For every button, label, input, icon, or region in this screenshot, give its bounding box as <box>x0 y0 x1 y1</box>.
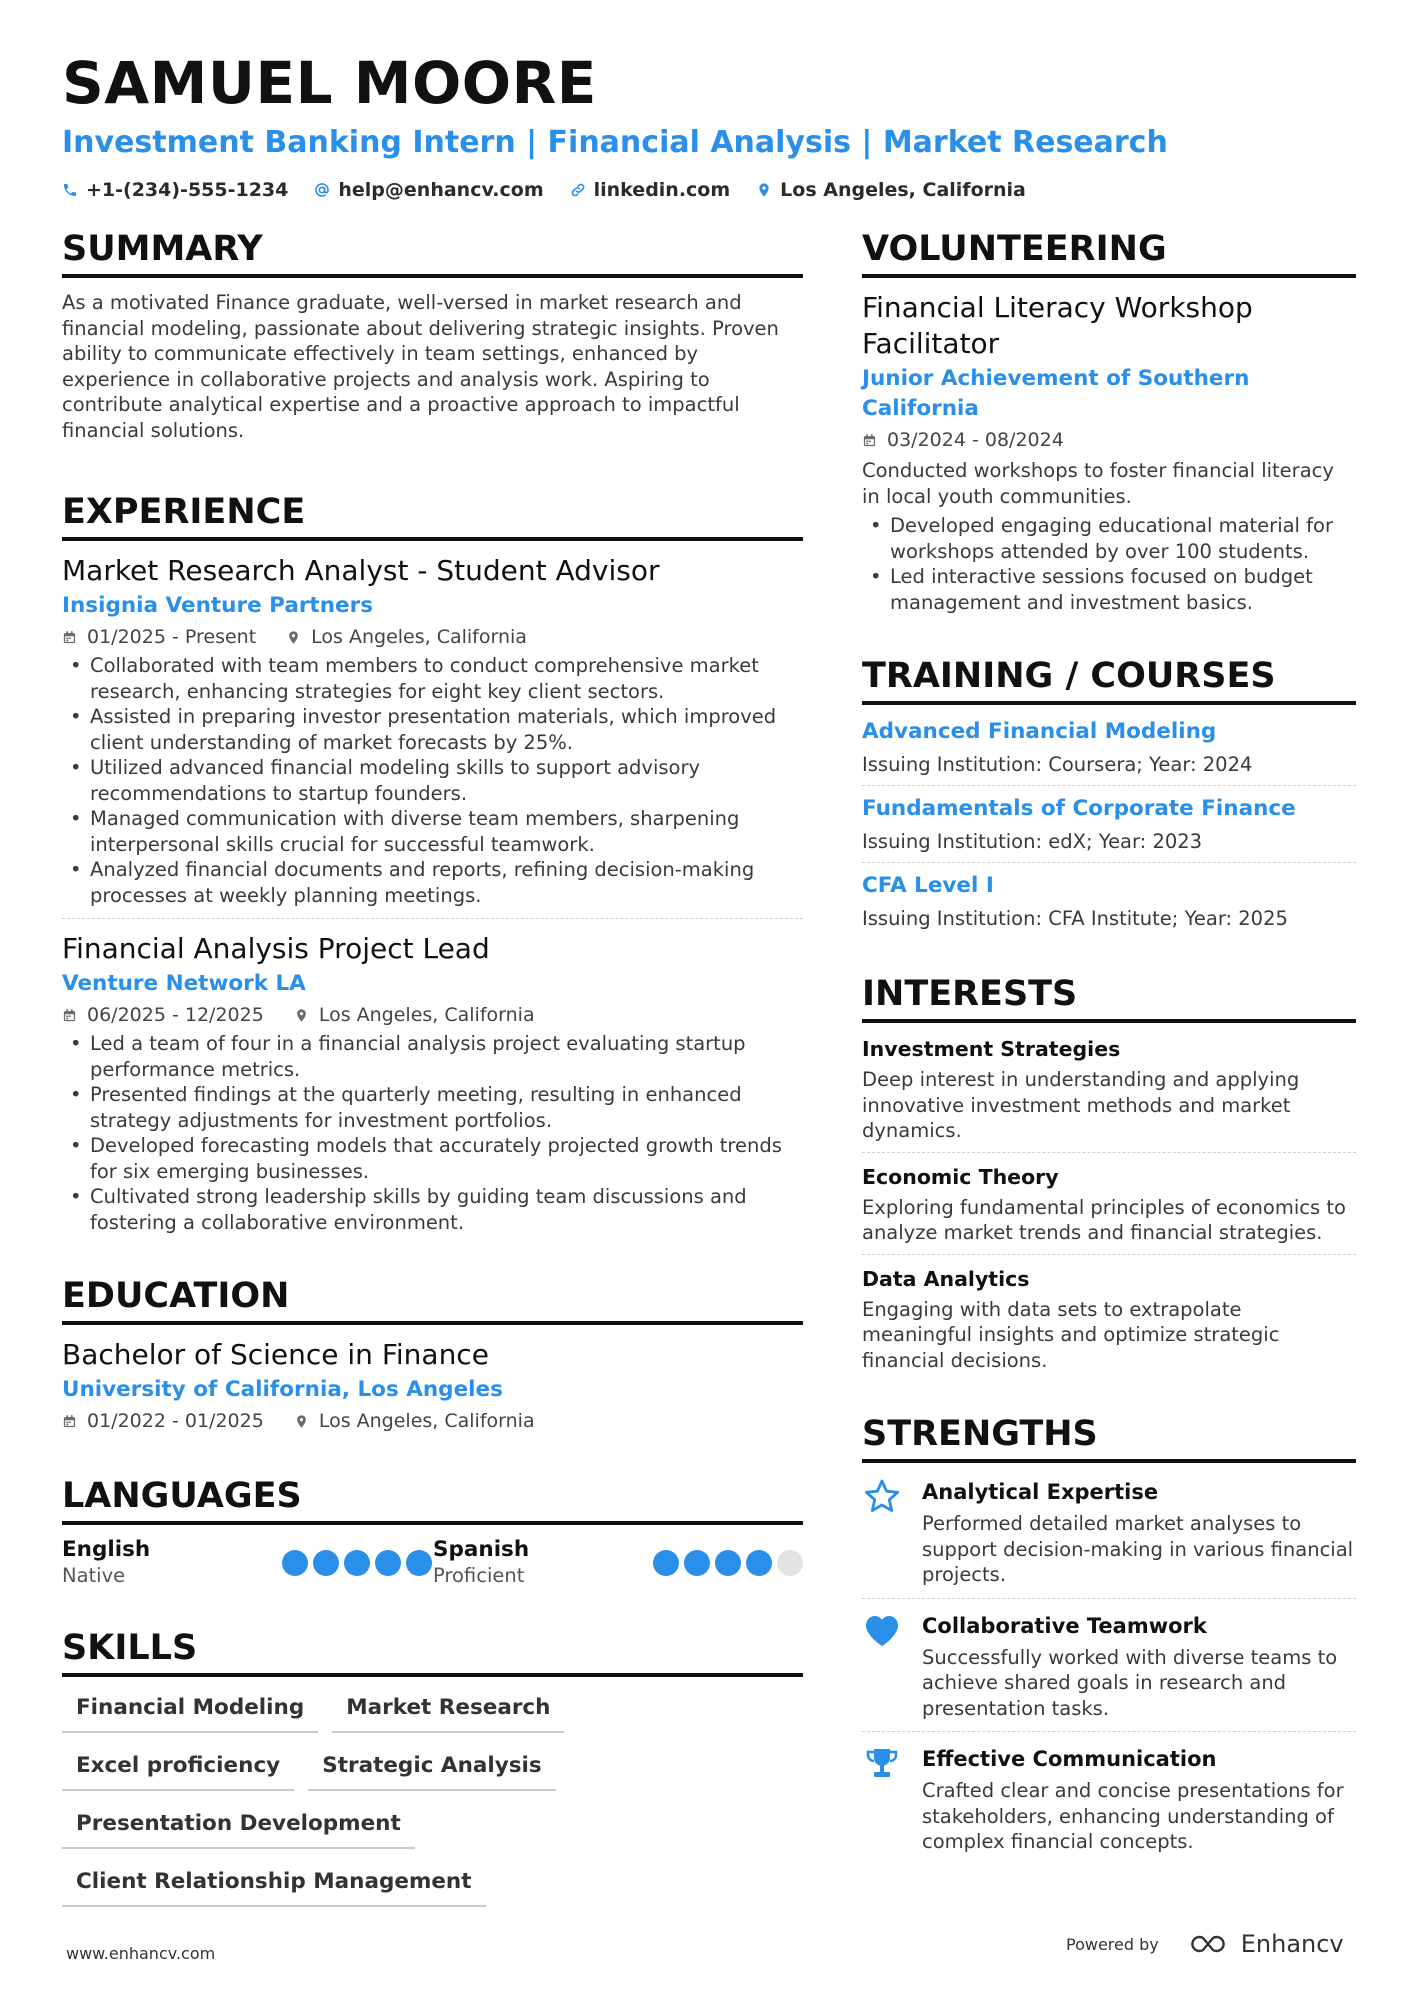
at-icon <box>314 182 330 198</box>
course-description: Issuing Institution: Coursera; Year: 2024 <box>862 753 1253 776</box>
bullet-item: • Led a team of four in a financial analysis project evaluating startup performance metrics. <box>62 1031 803 1082</box>
languages-row <box>62 1537 803 1589</box>
interest-description: Deep interest in understanding and applying innovative investment methods and market dynamics. <box>862 1068 1300 1142</box>
powered-by-label: Powered by <box>1066 1934 1159 1954</box>
job-location-text: Los Angeles, California <box>311 626 527 648</box>
rating-dot <box>375 1550 401 1576</box>
entry-divider <box>862 1731 1356 1732</box>
footer-website[interactable]: www.enhancv.com <box>66 1944 216 1963</box>
location-pin-icon <box>286 630 301 645</box>
strength-description: Performed detailed market analyses to support decision-making in various financial projects. <box>922 1512 1354 1586</box>
education-meta <box>62 1407 803 1435</box>
rating-dot <box>777 1550 803 1576</box>
language-info <box>62 1537 150 1589</box>
language-item <box>62 1537 432 1589</box>
languages-section <box>62 1475 803 1589</box>
language-rating <box>648 1550 803 1576</box>
summary-text: As a motivated Finance graduate, well-versed in market research and financial modeling, passionate about delivering strategic insights. Proven ability to communicate effectively in team settings, enhanced by experience in collaborative projects and analysis work. Aspiring to contribute analytical expertise and a proactive approach to impactful financial solutions. <box>62 291 779 442</box>
bullet-item: • Developed forecasting models that accurately projected growth trends for six emerging businesses. <box>62 1133 803 1184</box>
strength-item <box>862 1744 1356 1855</box>
contact-location <box>756 176 1026 204</box>
bullet-item: • Utilized advanced financial modeling skills to support advisory recommendations to startup founders. <box>62 755 803 806</box>
interests-heading: INTERESTS <box>862 973 1356 1023</box>
candidate-tagline: Investment Banking Intern | Financial Analysis | Market Research <box>62 125 1168 160</box>
job-location <box>294 1001 535 1029</box>
strength-title: Effective Communication <box>922 1747 1217 1771</box>
volunteer-description: Conducted workshops to foster financial literacy in local youth communities. <box>862 459 1334 508</box>
education-dates <box>62 1407 264 1435</box>
contact-phone[interactable] <box>62 176 288 204</box>
bullet-item: • Cultivated strong leadership skills by guiding team discussions and fostering a collaborative environment. <box>62 1184 803 1235</box>
course-item <box>862 794 1356 856</box>
volunteering-heading: VOLUNTEERING <box>862 228 1356 278</box>
job-location-text: Los Angeles, California <box>318 1004 535 1026</box>
brand-name[interactable]: Enhancv <box>1240 1930 1344 1958</box>
education-heading: EDUCATION <box>62 1275 803 1325</box>
strength-title: Analytical Expertise <box>922 1480 1159 1504</box>
strength-content <box>922 1744 1356 1855</box>
job-bullets <box>62 1031 803 1235</box>
phone-text: +1-(234)-555-1234 <box>86 179 289 201</box>
strength-content <box>922 1611 1356 1722</box>
rating-dot <box>684 1550 710 1576</box>
job-meta <box>62 1001 803 1029</box>
link-icon <box>570 182 586 198</box>
job-title: Market Research Analyst - Student Advisor <box>62 554 660 587</box>
language-item <box>433 1537 803 1589</box>
experience-entry <box>62 553 803 908</box>
company-name: Insignia Venture Partners <box>62 593 373 618</box>
skills-heading: SKILLS <box>62 1627 803 1677</box>
strength-description: Crafted clear and concise presentations for stakeholders, enhancing understanding of complex financial concepts. <box>922 1779 1344 1853</box>
rating-dot <box>715 1550 741 1576</box>
strength-item <box>862 1477 1356 1588</box>
entry-divider <box>862 1152 1356 1153</box>
training-heading: TRAINING / COURSES <box>862 655 1356 705</box>
job-dates-text: 06/2025 - 12/2025 <box>87 1004 264 1026</box>
calendar-icon <box>862 433 877 448</box>
job-dates-text: 01/2025 - Present <box>87 626 257 648</box>
summary-heading: SUMMARY <box>62 228 803 278</box>
interest-title: Economic Theory <box>862 1164 1059 1189</box>
volunteer-bullets <box>862 513 1356 615</box>
bullet-item: • Led interactive sessions focused on budget management and investment basics. <box>862 564 1356 615</box>
volunteer-role: Financial Literacy Workshop Facilitator <box>862 291 1253 360</box>
volunteer-dates-text: 03/2024 - 08/2024 <box>887 429 1064 451</box>
bullet-item: • Assisted in preparing investor presentation materials, which improved client understanding of market forecasts by 25%. <box>62 704 803 755</box>
contact-linkedin[interactable] <box>570 176 731 204</box>
training-section <box>862 655 1356 933</box>
entry-divider <box>62 918 803 919</box>
bullet-item: • Collaborated with team members to conduct comprehensive market research, enhancing strategies for eight key client sectors. <box>62 653 803 704</box>
location-pin-icon <box>294 1008 309 1023</box>
skill-tag: Strategic Analysis <box>308 1745 556 1791</box>
interests-section <box>862 973 1356 1373</box>
bullet-item: • Presented findings at the quarterly meeting, resulting in enhanced strategy adjustments for investment portfolios. <box>62 1082 803 1133</box>
language-name: Spanish <box>433 1537 530 1562</box>
rating-dot <box>653 1550 679 1576</box>
language-name: English <box>62 1537 151 1562</box>
job-dates <box>62 1001 264 1029</box>
phone-icon <box>62 182 78 198</box>
interest-item <box>862 1265 1356 1374</box>
strength-title: Collaborative Teamwork <box>922 1613 1207 1638</box>
star-icon <box>862 1477 902 1517</box>
education-location <box>294 1407 535 1435</box>
strengths-heading: STRENGTHS <box>862 1413 1356 1463</box>
entry-divider <box>862 1598 1356 1599</box>
candidate-name: SAMUEL MOORE <box>62 49 597 117</box>
bullet-item: • Analyzed financial documents and reports, refining decision-making processes at weekly planning meetings. <box>62 857 803 908</box>
education-dates-text: 01/2022 - 01/2025 <box>87 1410 264 1432</box>
strength-item <box>862 1611 1356 1722</box>
job-dates <box>62 623 256 651</box>
footer-branding <box>1066 1930 1344 1958</box>
strength-content <box>922 1477 1356 1588</box>
calendar-icon <box>62 630 77 645</box>
location-pin-icon <box>294 1414 309 1429</box>
experience-entry <box>62 931 803 1235</box>
job-title: Financial Analysis Project Lead <box>62 932 490 965</box>
interest-description: Exploring fundamental principles of economics to analyze market trends and financial strategies. <box>862 1195 1346 1244</box>
bullet-item: • Managed communication with diverse team members, sharpening interpersonal skills crucial for successful teamwork. <box>62 806 803 857</box>
rating-dot <box>746 1550 772 1576</box>
company-name: Venture Network LA <box>62 971 306 996</box>
linkedin-text: linkedin.com <box>593 179 731 201</box>
job-location <box>286 623 527 651</box>
strengths-section <box>862 1413 1356 1855</box>
interest-title: Investment Strategies <box>862 1037 1121 1061</box>
heart-icon <box>862 1611 902 1651</box>
skill-tag: Financial Modeling <box>62 1687 318 1733</box>
contact-email[interactable] <box>314 176 543 204</box>
rating-dot <box>313 1550 339 1576</box>
email-text: help@enhancv.com <box>338 179 544 201</box>
education-location-text: Los Angeles, California <box>318 1410 535 1432</box>
strength-description: Successfully worked with diverse teams to achieve shared goals in research and presentation tasks. <box>922 1645 1338 1720</box>
rating-dot <box>344 1550 370 1576</box>
location-text: Los Angeles, California <box>780 179 1026 201</box>
course-title: Fundamentals of Corporate Finance <box>862 796 1296 821</box>
rating-dot <box>406 1550 432 1576</box>
skill-tag: Excel proficiency <box>62 1745 294 1791</box>
volunteer-dates <box>862 426 1064 454</box>
left-column <box>62 228 803 1969</box>
interest-title: Data Analytics <box>862 1266 1030 1291</box>
summary-section <box>62 228 803 443</box>
course-title: CFA Level I <box>862 873 994 898</box>
enhancv-logo-icon <box>1185 1931 1231 1957</box>
resume-header <box>62 48 1362 204</box>
trophy-icon <box>862 1744 902 1784</box>
skills-section <box>62 1627 803 1919</box>
school-name: University of California, Los Angeles <box>62 1377 503 1402</box>
bullet-item: • Developed engaging educational material for workshops attended by over 100 students. <box>862 513 1356 564</box>
languages-heading: LANGUAGES <box>62 1475 803 1525</box>
course-item <box>862 717 1356 779</box>
course-title: Advanced Financial Modeling <box>862 719 1217 744</box>
degree-title: Bachelor of Science in Finance <box>62 1338 489 1371</box>
volunteer-meta <box>862 426 1356 454</box>
job-bullets <box>62 653 803 908</box>
calendar-icon <box>62 1414 77 1429</box>
right-column <box>862 228 1356 1905</box>
skill-tag: Client Relationship Management <box>62 1861 486 1907</box>
skill-tag: Market Research <box>332 1687 564 1733</box>
language-level: Proficient <box>433 1564 525 1587</box>
entry-divider <box>862 1254 1356 1255</box>
volunteering-section <box>862 228 1356 615</box>
language-info <box>433 1537 529 1589</box>
rating-dot <box>282 1550 308 1576</box>
location-pin-icon <box>756 182 772 198</box>
interest-item <box>862 1035 1356 1144</box>
contact-bar <box>62 176 1362 204</box>
entry-divider <box>862 862 1356 863</box>
interest-item <box>862 1163 1356 1246</box>
interest-description: Engaging with data sets to extrapolate meaningful insights and optimize strategic financial decisions. <box>862 1297 1280 1372</box>
skill-tag: Presentation Development <box>62 1803 415 1849</box>
language-level: Native <box>62 1564 126 1587</box>
language-rating <box>277 1550 432 1576</box>
experience-heading: EXPERIENCE <box>62 491 803 541</box>
job-meta <box>62 623 803 651</box>
course-description: Issuing Institution: CFA Institute; Year: 2025 <box>862 907 1288 930</box>
volunteer-org: Junior Achievement of Southern California <box>862 366 1250 421</box>
calendar-icon <box>62 1008 77 1023</box>
course-description: Issuing Institution: edX; Year: 2023 <box>862 830 1203 853</box>
experience-section <box>62 491 803 1235</box>
entry-divider <box>862 785 1356 786</box>
course-item <box>862 871 1356 933</box>
education-section <box>62 1275 803 1435</box>
skills-list <box>62 1687 803 1919</box>
